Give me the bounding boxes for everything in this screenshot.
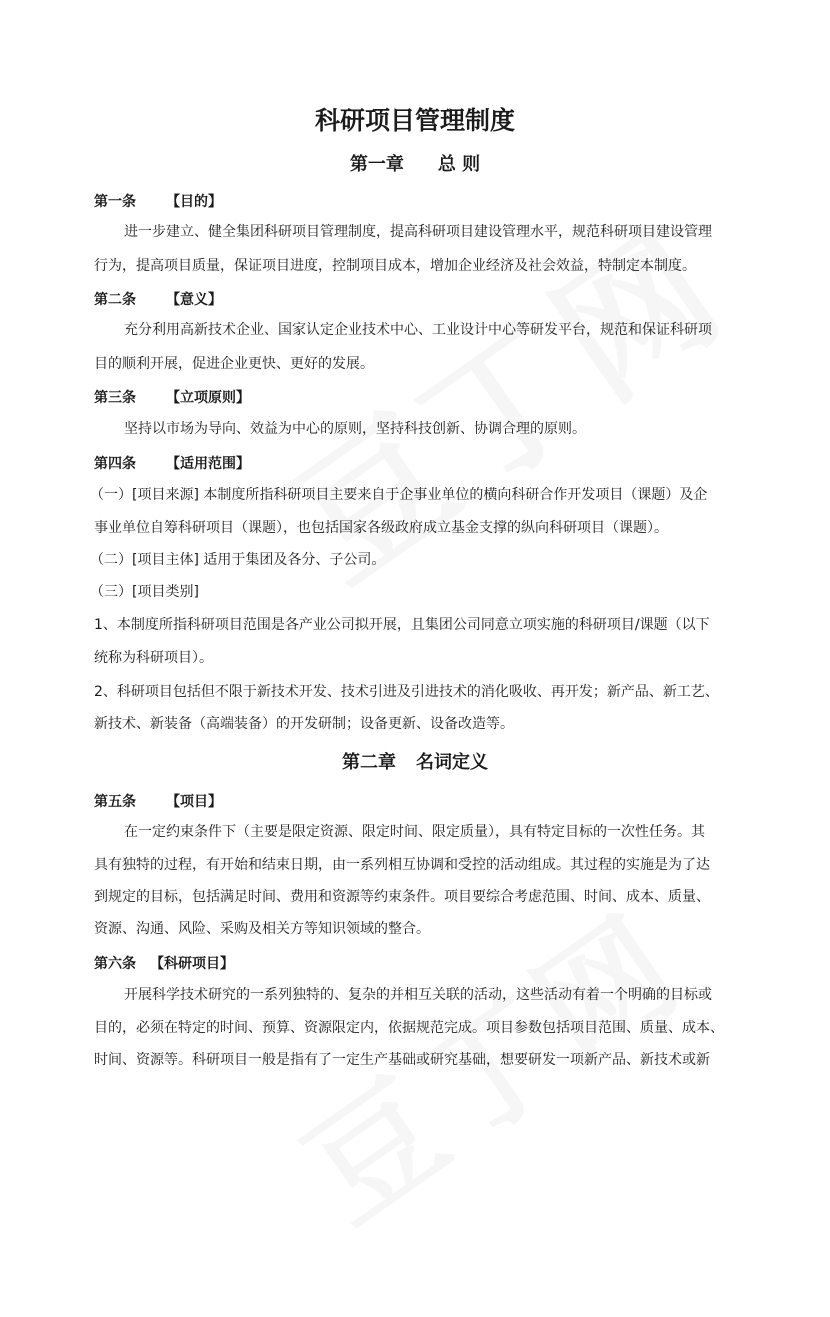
paragraph-line: 开展科学技术研究的一系列独特的、复杂的并相互关联的活动，这些活动有着一个明确的目标或 [124,987,712,1003]
chapter-heading [0,150,830,176]
document-title: 科研项目管理制度 [314,106,515,135]
article-number: 第四条 [94,456,136,472]
paragraph-line: （二）[项目主体] 适用于集团及各分、子公司。 [90,552,386,568]
article-title: 【目的】 [166,194,222,210]
chapter-heading [0,748,830,774]
article-title: 【项目】 [166,794,222,810]
paragraph-line: 充分利用高新技术企业、国家认定企业技术中心、工业设计中心等研发平台，规范和保证科研项 [124,322,712,338]
paragraph-line: 到规定的目标，包括满足时间、费用和资源等约束条件。项目要综合考虑范围、时间、成本、质量、 [94,889,710,905]
paragraph-line: 目的，必须在特定的时间、预算、资源限定内，依据规范完成。项目参数包括项目范围、质量、成本、 [94,1020,724,1036]
article-heading [94,453,250,473]
chapter-label: 第一章 [349,154,404,175]
article-heading [94,289,222,309]
paragraph-line: 行为，提高项目质量，保证项目进度，控制项目成本，增加企业经济及社会效益，特制定本制度。 [94,258,696,274]
paragraph-line: 时间、资源等。科研项目一般是指有了一定生产基础或研究基础，想要研发一项新产品、新技术或新 [94,1052,710,1068]
paragraph-line: 统称为科研项目）。 [94,650,213,666]
paragraph-line: 1、本制度所指科研项目范围是各产业公司拟开展，且集团公司同意立项实施的科研项目/课题（以下 [94,617,710,633]
article-heading [94,191,222,211]
article-heading [94,387,250,407]
paragraph-line: 事业单位自筹科研项目（课题），也包括国家各级政府成立基金支撑的纵向科研项目（课题）。 [94,520,668,536]
article-number: 第五条 [94,794,136,810]
article-title: 【意义】 [166,292,222,308]
paragraph-line: 目的顺利开展，促进企业更快、更好的发展。 [94,356,374,372]
article-number: 第二条 [94,292,136,308]
article-title: 【立项原则】 [166,390,250,406]
article-heading [94,953,234,973]
article-number: 第三条 [94,390,136,406]
article-heading [94,791,222,811]
paragraph-line: 坚持以市场为导向、效益为中心的原则，坚持科技创新、协调合理的原则。 [124,421,586,437]
paragraph-line: 进一步建立、健全集团科研项目管理制度，提高科研项目建设管理水平，规范科研项目建设管理 [124,224,712,240]
paragraph-line: （一）[项目来源] 本制度所指科研项目主要来自于企事业单位的横向科研合作开发项目（课题）及企 [90,487,708,503]
article-number: 第一条 [94,194,136,210]
paragraph-line: 在一定约束条件下（主要是限定资源、限定时间、限定质量），具有特定目标的一次性任务。其 [124,824,705,840]
paragraph-line: 新技术、新装备（高端装备）的开发研制；设备更新、设备改造等。 [94,716,514,732]
paragraph-line: 2、科研项目包括但不限于新技术开发、技术引进及引进技术的消化吸收、再开发；新产品、新工艺、 [94,684,719,700]
paragraph-line: （三）[项目类别] [90,584,199,600]
chapter-name: 名词定义 [416,752,488,773]
paragraph-line: 资源、沟通、风险、采购及相关方等知识领域的整合。 [94,921,430,937]
article-number: 第六条 [94,956,136,972]
chapter-name: 总 则 [437,154,481,175]
article-title: 【科研项目】 [150,956,234,972]
article-title: 【适用范围】 [166,456,250,472]
paragraph-line: 具有独特的过程，有开始和结束日期，由一系列相互协调和受控的活动组成。其过程的实施是为了达 [94,857,710,873]
chapter-label: 第二章 [342,752,396,773]
